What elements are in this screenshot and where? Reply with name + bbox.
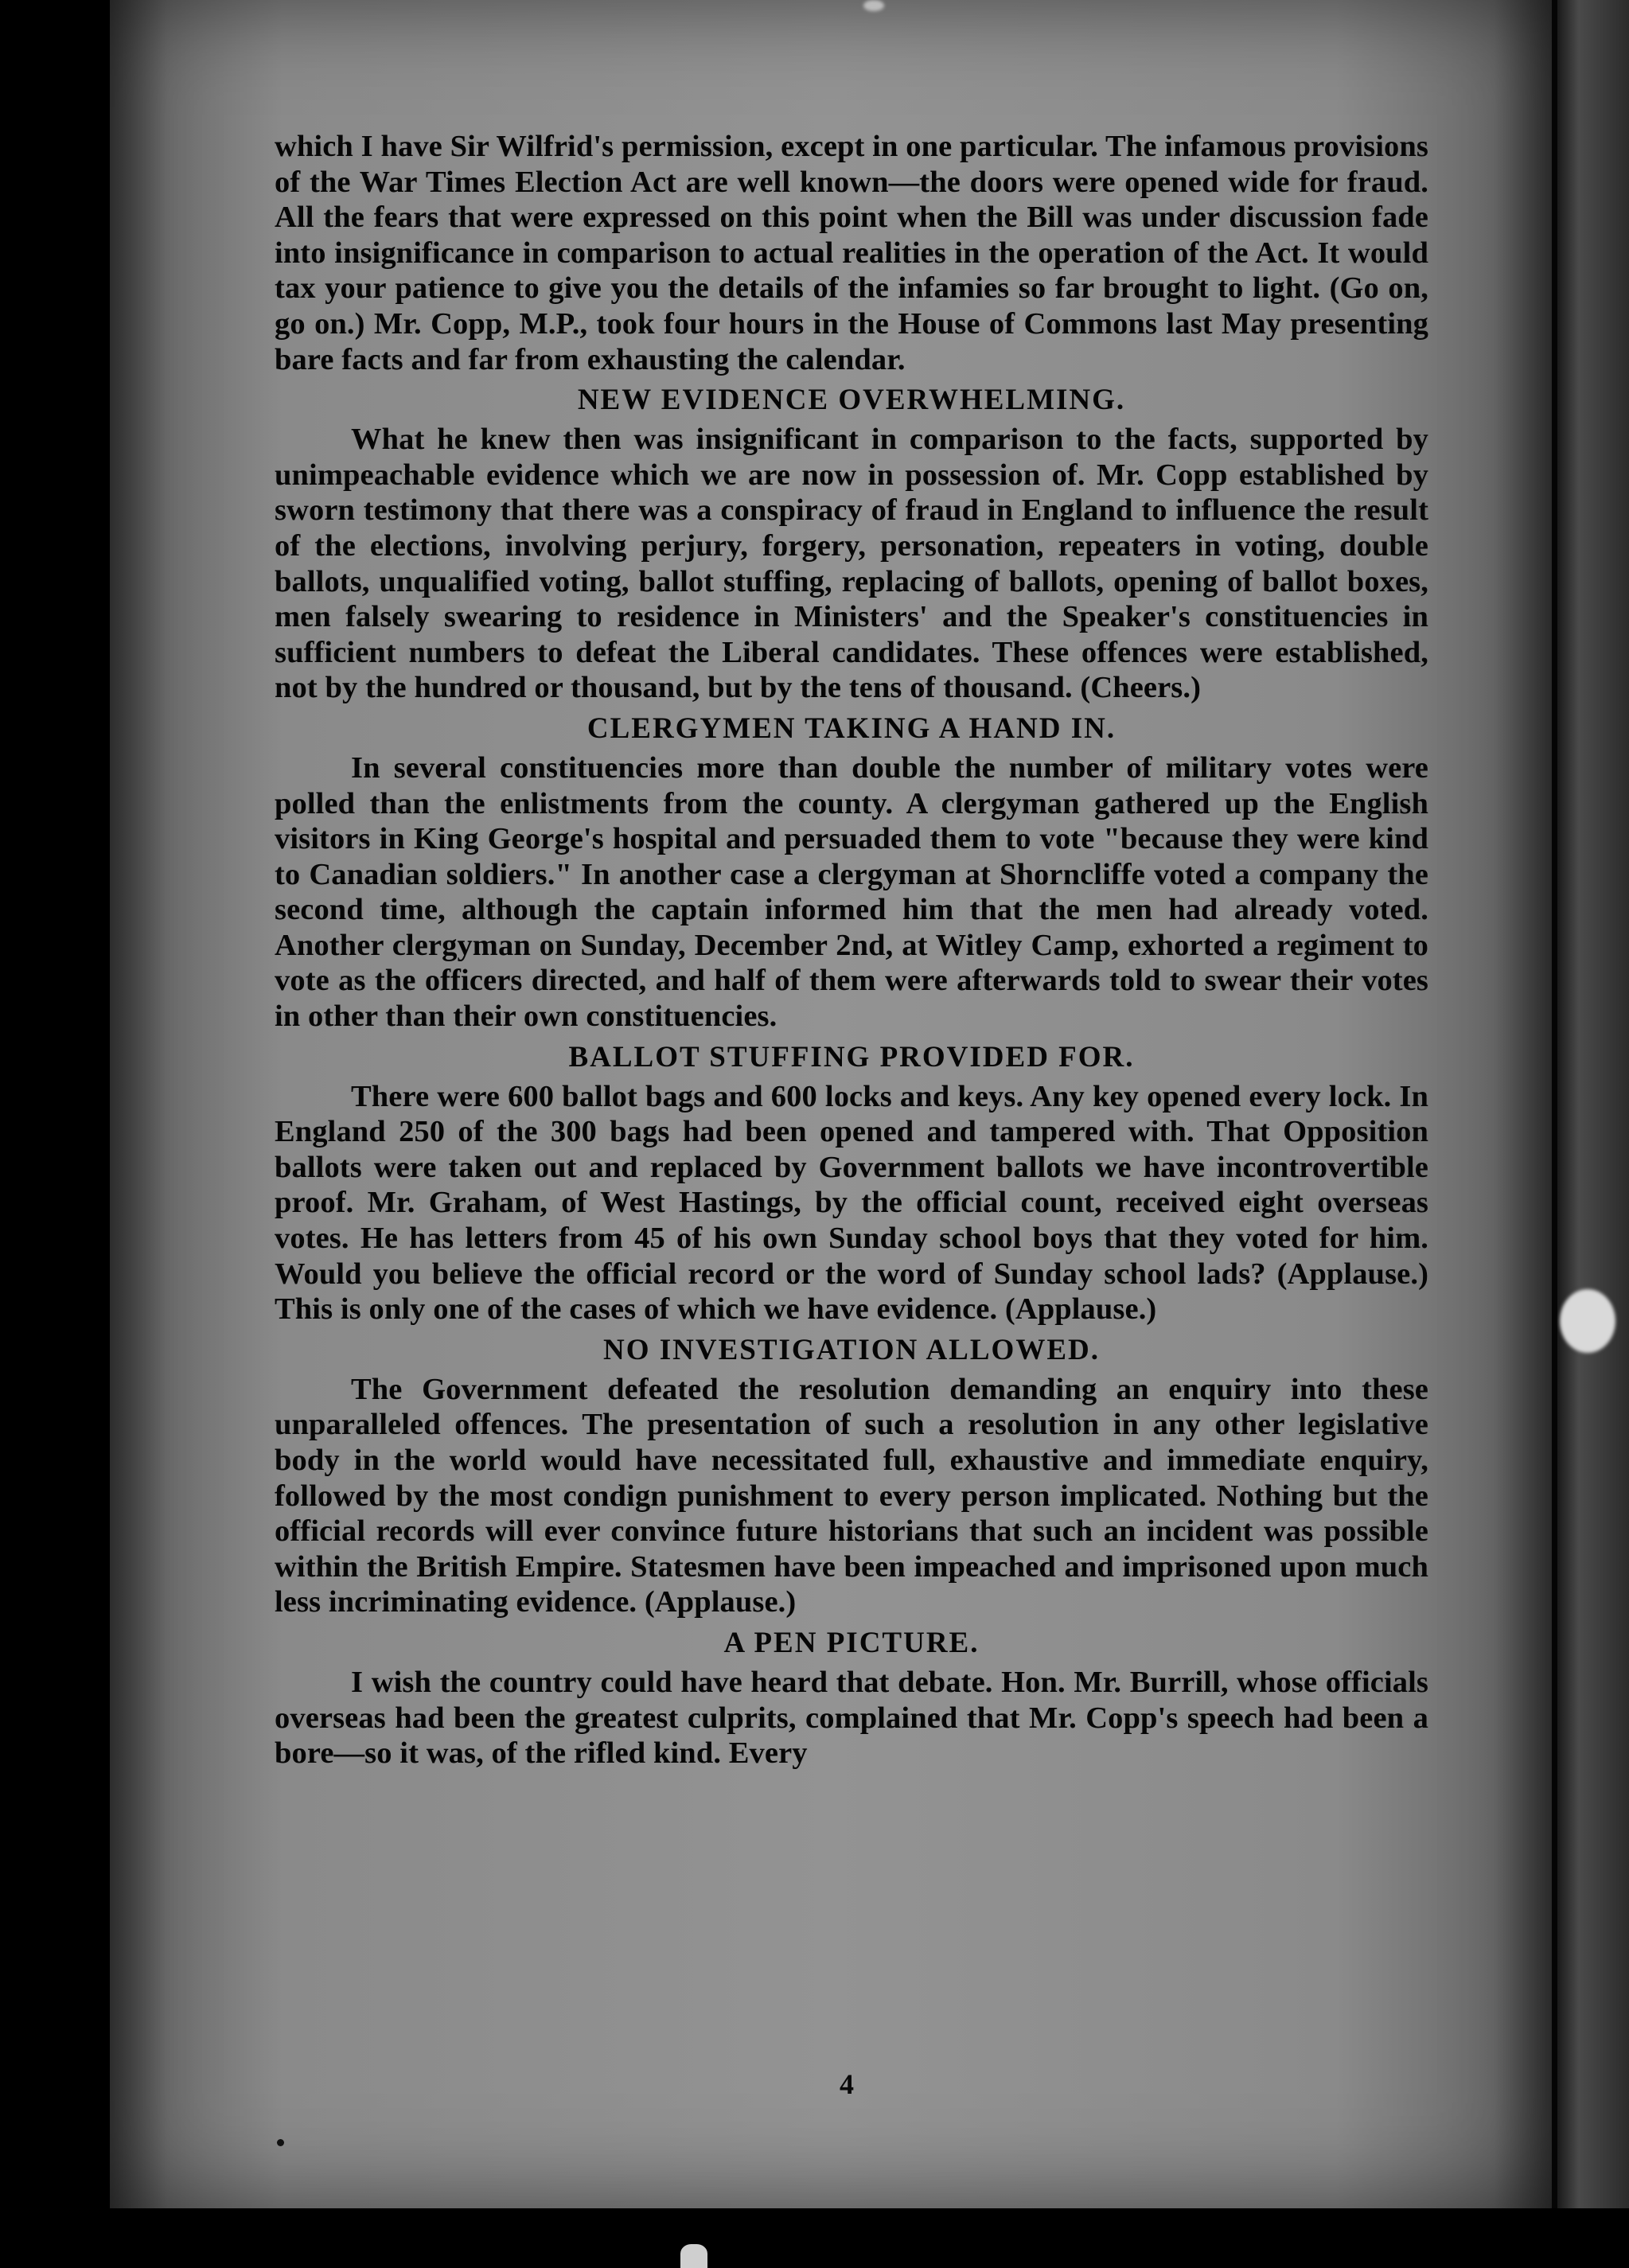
section-heading: NO INVESTIGATION ALLOWED. <box>603 1333 1100 1366</box>
paragraph: In several constituencies more than double the number of military votes were polled than the enlistments from the county. A clergyman gathered up the English visitors in King George's hospital and persuaded them to vote "because they were kind to Canadian soldiers." In another case a clergyman at Shorncliffe voted a company the second time, although the captain informed him that the men had already voted. Another clergyman on Sunday, December 2nd, at Witley Camp, exhorted a regiment to vote as the officers directed, and half of them were afterwards told to swear their votes in other than their own constituencies. <box>275 750 1428 1034</box>
paragraph: I wish the country could have heard that debate. Hon. Mr. Burrill, whose officials overseas had been the greatest culprits, complained that Mr. Copp's speech had been a bore—so it was, of the rifled kind. Every <box>275 1665 1428 1771</box>
scan-speck <box>277 2139 284 2146</box>
section-heading: A PEN PICTURE. <box>723 1626 980 1659</box>
paragraph: What he knew then was insignificant in comparison to the facts, supported by unimpeachable evidence which we are now in possession of. Mr. Copp established by sworn testimony that there was a conspiracy of fraud in England to influence the result of the elections, involving perjury, forgery, personation, repeaters in voting, double ballots, unqualified voting, ballot stuffing, replacing of ballots, opening of ballot boxes, men falsely swearing to residence in Ministers' and the Speaker's constituencies in sufficient numbers to defeat the Liberal candidates. These offences were established, not by the hundred or thousand, but by the tens of thousand. (Cheers.) <box>275 423 1428 705</box>
scan-blot <box>1560 1289 1615 1353</box>
scan-speck <box>680 2244 707 2268</box>
page-number: 4 <box>840 2068 854 2100</box>
paragraph: There were 600 ballot bags and 600 locks and keys. Any key opened every lock. In England 250 of the 300 bags had been opened and tampered with. That Opposition ballots were taken out and replaced by Government ballots we have incontrovertible proof. Mr. Graham, of West Hastings, by the official count, received eight overseas votes. He has letters from 45 of his own Sunday school boys that they voted for him. Would you believe the official record or the word of Sunday school lads? (Applause.) This is only one of the cases of which we have evidence. (Applause.) <box>275 1079 1428 1327</box>
section-heading: NEW EVIDENCE OVERWHELMING. <box>577 384 1126 417</box>
article-body <box>275 129 1428 1771</box>
section-heading: CLERGYMEN TAKING A HAND IN. <box>587 711 1117 745</box>
paragraph: which I have Sir Wilfrid's permission, except in one particular. The infamous provisions of the War Times Election Act are well known—the doors were opened wide for fraud. All the fears that were expressed on this point when the Bill was under discussion fade into insignificance in comparison to actual realities in the operation of the Act. It would tax your patience to give you the details of the infamies so far brought to light. (Go on, go on.) Mr. Copp, M.P., took four hours in the House of Commons last May presenting bare facts and far from exhausting the calendar. <box>275 130 1428 376</box>
paragraph: The Government defeated the resolution demanding an enquiry into these unparalleled offences. The presentation of such a resolution in any other legislative body in the world would have necessitated full, exhaustive and immediate enquiry, followed by the most condign punishment to every person implicated. Nothing but the official records will ever convince future historians that such an incident was possible within the British Empire. Statesmen have been impeached and imprisoned upon much less incriminating evidence. (Applause.) <box>275 1372 1428 1619</box>
scan-blot <box>863 0 884 11</box>
adjacent-page-edge <box>1557 0 1629 2208</box>
section-heading: BALLOT STUFFING PROVIDED FOR. <box>568 1040 1135 1074</box>
